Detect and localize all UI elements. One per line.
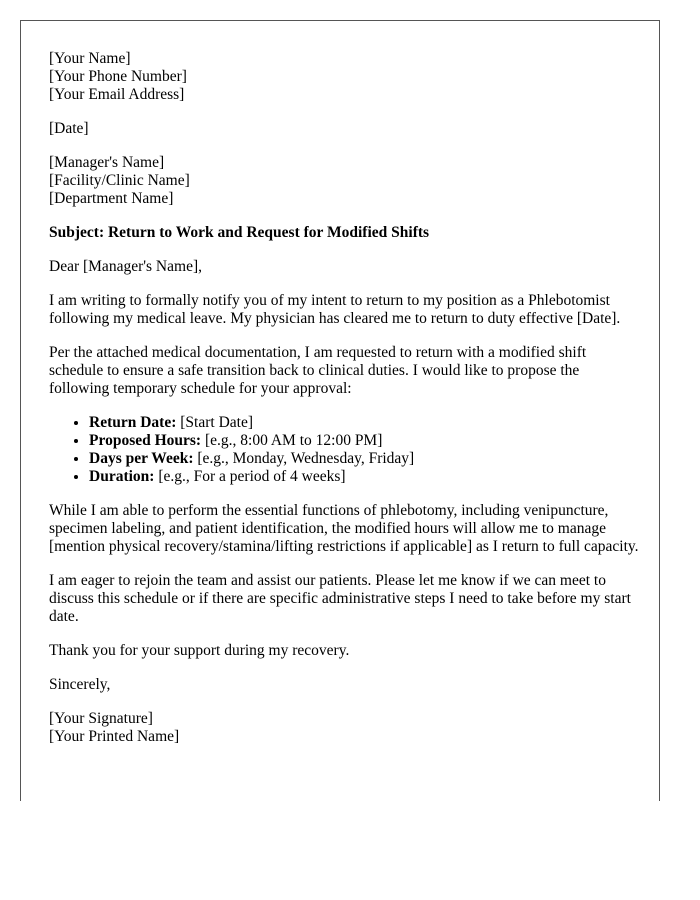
schedule-label: Proposed Hours: — [89, 432, 202, 449]
recipient-department: [Department Name] — [49, 190, 174, 207]
subject-line: Subject: Return to Work and Request for Modified Shifts — [49, 224, 430, 241]
schedule-value: [e.g., 8:00 AM to 12:00 PM] — [201, 432, 383, 449]
paragraph-intent: I am writing to formally notify you of my intent to return to my position as a Phlebotomist following my medical leave. My physician has cleared me to return to duty effective [Date]. — [49, 292, 621, 327]
recipient-facility: [Facility/Clinic Name] — [49, 172, 190, 189]
recipient-block — [49, 154, 639, 208]
sender-block — [49, 50, 639, 104]
closing: Sincerely, — [49, 676, 111, 693]
paragraph-capabilities: While I am able to perform the essential functions of phlebotomy, including venipuncture, specimen labeling, and patient identification, the modified hours will allow me to manage [mention physical recovery/stamina/lifting restrictions if applicable] as I return to full capacity. — [49, 502, 639, 555]
schedule-label: Duration: — [89, 468, 155, 485]
paragraph-schedule-request: Per the attached medical documentation, I am requested to return with a modified shift schedule to ensure a safe transition back to clinical duties. I would like to propose the following temporary schedule for your approval: — [49, 344, 587, 397]
schedule-value: [e.g., Monday, Wednesday, Friday] — [193, 450, 415, 467]
signature-block — [49, 710, 639, 746]
schedule-item-proposed-hours — [89, 432, 639, 450]
schedule-label: Days per Week: — [89, 450, 194, 467]
printed-name: [Your Printed Name] — [49, 728, 180, 745]
schedule-value: [e.g., For a period of 4 weeks] — [154, 468, 346, 485]
paragraph-rejoin: I am eager to rejoin the team and assist our patients. Please let me know if we can meet to discuss this schedule or if there are specific administrative steps I need to take before my start date. — [49, 572, 631, 625]
date-block — [49, 120, 639, 138]
letter-date: [Date] — [49, 120, 89, 137]
paragraph-thanks: Thank you for your support during my recovery. — [49, 642, 350, 659]
letter-page — [20, 20, 660, 801]
sender-phone: [Your Phone Number] — [49, 68, 187, 85]
signature-line: [Your Signature] — [49, 710, 153, 727]
letter-content — [49, 50, 639, 762]
sender-name: [Your Name] — [49, 50, 131, 67]
schedule-value: [Start Date] — [176, 414, 253, 431]
schedule-item-return-date — [89, 414, 639, 432]
schedule-list — [49, 414, 639, 486]
salutation: Dear [Manager's Name], — [49, 258, 202, 275]
schedule-label: Return Date: — [89, 414, 177, 431]
recipient-manager-name: [Manager's Name] — [49, 154, 165, 171]
schedule-item-duration — [89, 468, 639, 486]
sender-email: [Your Email Address] — [49, 86, 185, 103]
schedule-item-days-per-week — [89, 450, 639, 468]
